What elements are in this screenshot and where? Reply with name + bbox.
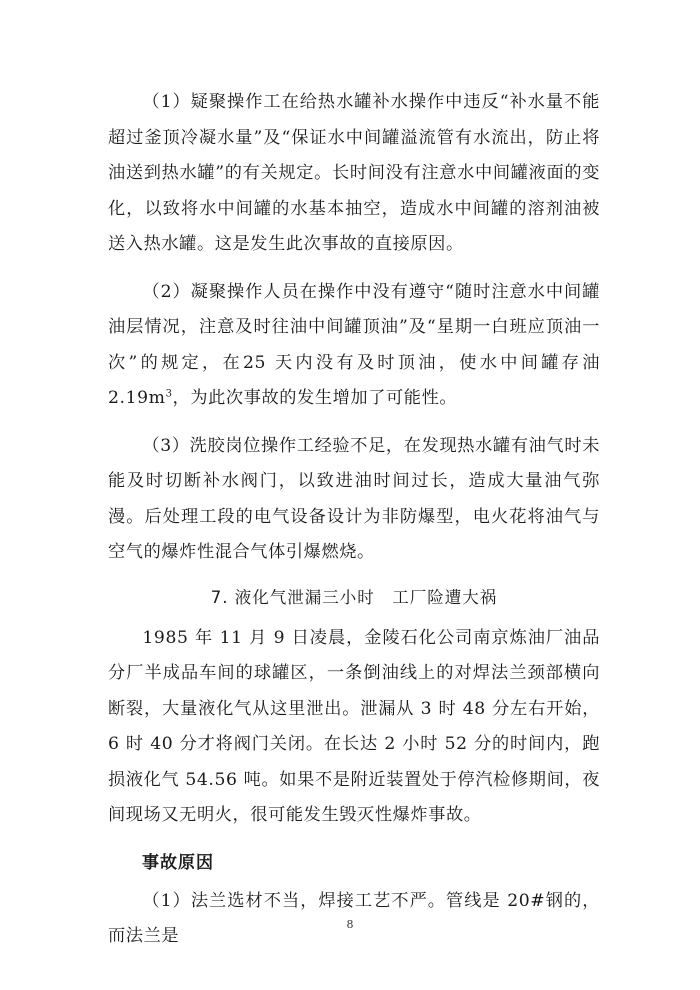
page-content bbox=[108, 85, 600, 955]
section-heading: 7. 液化气泄漏三小时 工厂险遭大祸 bbox=[210, 587, 498, 607]
cubic-superscript: 3 bbox=[165, 388, 173, 400]
cause-heading: 事故原因 bbox=[142, 852, 214, 873]
paragraph-cause-2-tail: ，为此次事故的发生增加了可能性。 bbox=[172, 388, 458, 408]
paragraph-cause-2-text: （2）凝聚操作人员在操作中没有遵守“随时注意水中间罐油层情况，注意及时往油中间罐顶油”及“星期一白班应顶油一次”的规定，在25 天内没有及时顶油，使水中间罐存油 2.19m bbox=[108, 281, 600, 408]
cause-paragraph: （1）法兰选材不当，焊接工艺不严。管线是 20#钢的，而法兰是 bbox=[108, 890, 600, 946]
paragraph-cause-3: （3）洗胶岗位操作工经验不足，在发现热水罐有油气时未能及时切断补水阀门，以致进油时间过长，造成大量油气弥漫。后处理工段的电气设备设计为非防爆型，电火花将油气与空气的爆炸性混合气体引爆燃烧。 bbox=[108, 435, 600, 562]
incident-paragraph: 1985 年 11 月 9 日凌晨，金陵石化公司南京炼油厂油品分厂半成品车间的球罐区，一条倒油线上的对焊法兰颈部横向断裂，大量液化气从这里泄出。泄漏从 3 时 48 分左右开始，6 时 40 分才将阀门关闭。在长达 2 小时 52 分的时间内，跑损液化气 54.56 吨。如果不是附近装置处于停汽检修期间，夜间现场又无明火，很可能发生毁灭性爆炸事故。 bbox=[108, 627, 600, 825]
paragraph-cause-2 bbox=[108, 275, 600, 417]
page-number: 8 bbox=[346, 918, 354, 931]
paragraph-cause-1: （1）疑聚操作工在给热水罐补水操作中违反“补水量不能超过釜顶冷凝水量”及“保证水中间罐溢流管有水流出，防止将油送到热水罐”的有关规定。长时间没有注意水中间罐液面的变化，以致将水中间罐的水基本抽空，造成水中间罐的溶剂油被送入热水罐。这是发生此次事故的直接原因。 bbox=[108, 92, 600, 254]
